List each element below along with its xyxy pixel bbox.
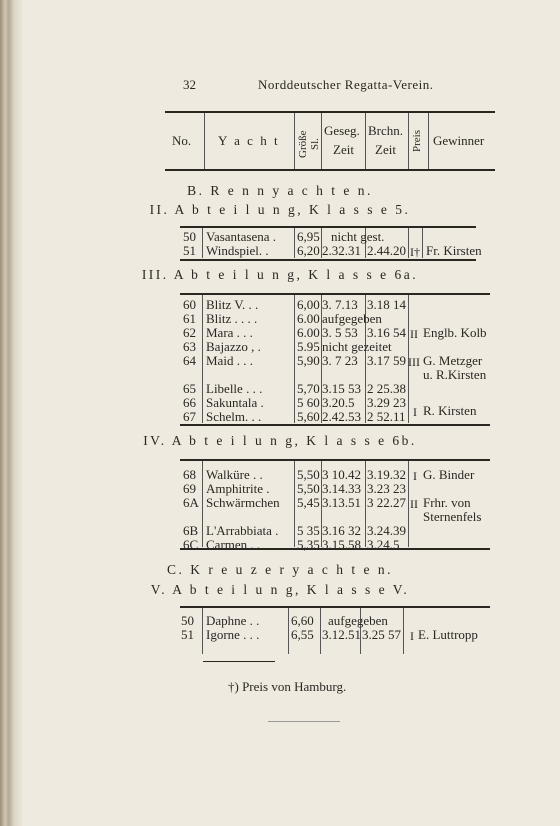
row-geseg: 3.16 32 xyxy=(322,523,361,538)
row-no: 6C xyxy=(183,537,199,552)
row-brchn: 3.24.5 xyxy=(367,537,400,552)
row-geseg: aufgegeben xyxy=(328,613,388,628)
col-groesse: Größe xyxy=(297,130,309,158)
k6b-bottom-rule xyxy=(180,548,490,550)
col-no: No. xyxy=(172,133,192,148)
row-preis: I xyxy=(413,405,417,419)
row-brchn: 2 52.11 xyxy=(367,409,406,424)
col-divider xyxy=(408,113,409,169)
row-sl: 6,95 xyxy=(297,229,320,244)
row-yacht: Vasantasena . xyxy=(206,229,277,244)
row-brchn: 3.23 23 xyxy=(367,481,406,496)
section-k5-title: II. A b t e i l u n g, K l a s s e 5. xyxy=(149,202,411,217)
col-divider xyxy=(428,113,429,169)
row-yacht: Libelle . . . xyxy=(206,381,263,396)
section-k6a-title: III. A b t e i l u n g, K l a s s e 6a. xyxy=(141,267,419,282)
k5-top-rule xyxy=(180,226,476,228)
footnote: †) Preis von Hamburg. xyxy=(228,679,347,694)
row-sl: 6.00 xyxy=(297,325,320,340)
col-divider xyxy=(365,461,366,547)
page xyxy=(22,0,560,826)
section-b-title: B. R e n n y a c h t e n. xyxy=(187,183,373,198)
row-no: 61 xyxy=(183,311,196,326)
row-no: 50 xyxy=(181,613,194,628)
col-divider xyxy=(403,608,404,654)
row-yacht: Blitz V. . . xyxy=(206,297,259,312)
row-sl: 6,00 xyxy=(297,297,320,312)
row-geseg: 3.20.5 xyxy=(322,395,355,410)
row-sl: 6.00 xyxy=(297,311,320,326)
row-no: 50 xyxy=(183,229,196,244)
row-sl: 5.95 xyxy=(297,339,320,354)
row-geseg: 3.14.33 xyxy=(322,481,361,496)
col-divider xyxy=(204,113,205,169)
col-brchn: Brchn. xyxy=(368,123,404,138)
col-geseg-zeit: Zeit xyxy=(333,142,354,157)
row-gewinner: R. Kirsten xyxy=(423,403,477,418)
k6a-bottom-rule xyxy=(180,424,490,426)
book-spine xyxy=(0,0,22,826)
col-divider xyxy=(294,461,295,547)
row-no: 62 xyxy=(183,325,196,340)
row-gewinner: E. Luttropp xyxy=(418,627,478,642)
row-no: 64 xyxy=(183,353,196,368)
row-yacht: Blitz . . . . xyxy=(206,311,258,326)
row-brchn: 2.44.20 xyxy=(367,243,406,258)
row-no: 6A xyxy=(183,495,199,510)
col-divider xyxy=(422,228,423,258)
col-divider xyxy=(202,228,203,258)
row-preis: III xyxy=(408,355,420,369)
col-brchn-zeit: Zeit xyxy=(375,142,396,157)
col-preis: Preis xyxy=(411,130,423,152)
row-gewinner: u. R.Kirsten xyxy=(423,367,487,382)
row-sl: 5,35 xyxy=(297,537,320,552)
row-geseg: 3. 7.13 xyxy=(322,297,358,312)
col-divider xyxy=(202,461,203,547)
row-geseg: 3 10.42 xyxy=(322,467,361,482)
row-yacht: Sakuntala . xyxy=(206,395,264,410)
page-number: 32 xyxy=(183,77,196,92)
row-geseg: 3. 7 23 xyxy=(322,353,358,368)
col-divider xyxy=(202,295,203,423)
col-divider xyxy=(294,228,295,258)
row-no: 60 xyxy=(183,297,196,312)
row-yacht: Daphne . . xyxy=(206,613,260,628)
row-preis: II xyxy=(410,327,418,341)
footnote-rule xyxy=(203,661,275,662)
row-sl: 5,50 xyxy=(297,481,320,496)
section-k6b-title: IV. A b t e i l u n g, K l a s s e 6b. xyxy=(143,433,417,448)
row-preis: I xyxy=(410,629,414,643)
row-brchn: 3.18 14 xyxy=(367,297,406,312)
row-gewinner: Englb. Kolb xyxy=(423,325,487,340)
row-geseg: 2.32.31 xyxy=(322,243,361,258)
row-geseg: nicht gest. xyxy=(331,229,385,244)
kv-top-rule xyxy=(180,606,490,608)
row-geseg: 3.13.51 xyxy=(322,495,361,510)
col-gewinner: Gewinner xyxy=(433,133,485,148)
row-no: 51 xyxy=(181,627,194,642)
row-no: 67 xyxy=(183,409,196,424)
row-brchn: 3.17 59 xyxy=(367,353,406,368)
row-yacht: Walküre . . xyxy=(206,467,263,482)
row-preis: I xyxy=(413,469,417,483)
row-yacht: L'Arrabbiata . xyxy=(206,523,279,538)
row-geseg: 2.42.53 xyxy=(322,409,361,424)
row-yacht: Maid . . . xyxy=(206,353,253,368)
section-c-title: C. K r e u z e r y a c h t e n. xyxy=(167,562,393,577)
row-sl: 5,60 xyxy=(297,409,320,424)
row-brchn: 3 22.27 xyxy=(367,495,406,510)
col-divider xyxy=(288,608,289,654)
row-no: 68 xyxy=(183,467,196,482)
row-sl: 6,60 xyxy=(291,613,314,628)
row-gewinner: G. Metzger xyxy=(423,353,483,368)
row-sl: 6,55 xyxy=(291,627,314,642)
row-gewinner: Frhr. von xyxy=(423,495,471,510)
row-yacht: Carmen . . xyxy=(206,537,261,552)
row-no: 6B xyxy=(183,523,199,538)
header-top-rule xyxy=(165,111,495,113)
col-yacht: Y a c h t xyxy=(218,133,280,148)
row-sl: 5 60 xyxy=(297,395,320,410)
row-geseg: 3. 5 53 xyxy=(322,325,358,340)
row-brchn: 3.25 57 xyxy=(362,627,401,642)
row-no: 69 xyxy=(183,481,196,496)
row-brchn: 3.24.39 xyxy=(367,523,406,538)
col-divider xyxy=(408,228,409,258)
row-preis: II xyxy=(410,497,418,511)
row-yacht: Igorne . . . xyxy=(206,627,260,642)
row-yacht: Mara . . . xyxy=(206,325,253,340)
row-geseg: 3.15.58 xyxy=(322,537,361,552)
row-geseg: nicht gezeitet xyxy=(322,339,392,354)
row-geseg: 3.12.51 xyxy=(322,627,361,642)
k6a-top-rule xyxy=(180,293,490,295)
col-divider xyxy=(321,113,322,169)
header-bottom-rule xyxy=(165,169,495,171)
col-divider xyxy=(365,113,366,169)
col-sl: Sl. xyxy=(309,138,321,150)
row-sl: 5,70 xyxy=(297,381,320,396)
col-divider xyxy=(202,608,203,654)
row-yacht: Schwärmchen xyxy=(206,495,280,510)
row-preis: I† xyxy=(410,245,420,259)
row-yacht: Amphitrite . xyxy=(206,481,270,496)
row-sl: 5,90 xyxy=(297,353,320,368)
row-yacht: Bajazzo , . xyxy=(206,339,261,354)
row-brchn: 2 25.38 xyxy=(367,381,406,396)
col-divider xyxy=(320,608,321,654)
row-no: 65 xyxy=(183,381,196,396)
col-divider xyxy=(294,113,295,169)
row-brchn: 3.19.32 xyxy=(367,467,406,482)
k6b-top-rule xyxy=(180,459,490,461)
row-brchn: 3.16 54 xyxy=(367,325,406,340)
row-sl: 5,45 xyxy=(297,495,320,510)
section-kv-title: V. A b t e i l u n g, K l a s s e V. xyxy=(150,582,410,597)
row-yacht: Schelm. . . xyxy=(206,409,262,424)
row-gewinner: Sternenfels xyxy=(423,509,482,524)
row-sl: 5 35 xyxy=(297,523,320,538)
row-no: 63 xyxy=(183,339,196,354)
col-geseg: Geseg. xyxy=(324,123,360,138)
row-geseg: 3.15 53 xyxy=(322,381,361,396)
col-divider xyxy=(294,295,295,423)
col-divider xyxy=(408,461,409,547)
row-gewinner: Fr. Kirsten xyxy=(426,243,482,258)
row-sl: 5,50 xyxy=(297,467,320,482)
end-rule xyxy=(268,721,340,722)
row-brchn: 3.29 23 xyxy=(367,395,406,410)
row-sl: 6,20 xyxy=(297,243,320,258)
row-geseg: aufgegeben xyxy=(322,311,382,326)
row-yacht: Windspiel. . xyxy=(206,243,269,258)
row-gewinner: G. Binder xyxy=(423,467,475,482)
row-no: 66 xyxy=(183,395,196,410)
running-head: Norddeutscher Regatta-Verein. xyxy=(258,77,434,92)
row-no: 51 xyxy=(183,243,196,258)
k5-bottom-rule xyxy=(180,259,476,261)
